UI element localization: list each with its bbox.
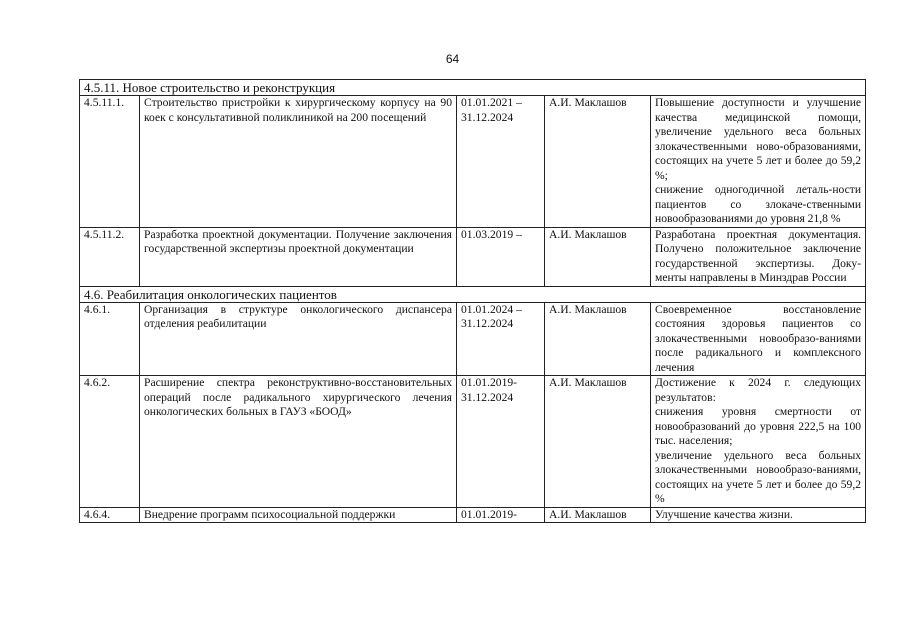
section-title: 4.5.11. Новое строительство и реконструкция xyxy=(80,80,866,96)
table-row xyxy=(80,376,866,508)
result-line: Повышение доступности и улучшение качества медицинской помощи, увеличение удельного веса больных злокачественными ново-образованиями, состоящих на учете 5 лет и более до 59,2 %; xyxy=(655,96,862,182)
item-number: 4.5.11.2. xyxy=(80,227,140,286)
item-responsible: А.И. Маклашов xyxy=(545,96,651,228)
result-line: Улучшение качества жизни. xyxy=(655,507,793,521)
item-responsible: А.И. Маклашов xyxy=(545,376,651,508)
item-result xyxy=(651,96,866,228)
item-period xyxy=(457,227,545,286)
table-row xyxy=(80,302,866,376)
table-row xyxy=(80,96,866,228)
item-description: Строительство пристройки к хирургическому корпусу на 90 коек с консультативной поликлиникой на 200 посещений xyxy=(140,96,457,228)
period-start: 01.01.2019- xyxy=(461,507,518,521)
result-line: Разработана проектная документация. Получено положительное заключение государственной экспертизы. Доку-менты направлены в Минздрав России xyxy=(655,227,862,284)
item-period xyxy=(457,507,545,523)
item-period xyxy=(457,376,545,508)
item-description: Разработка проектной документации. Получение заключения государственной экспертизы проектной документации xyxy=(140,227,457,286)
item-number: 4.6.1. xyxy=(80,302,140,376)
result-line: Достижение к 2024 г. следующих результатов: xyxy=(655,376,862,404)
section-row xyxy=(80,80,866,96)
table-row xyxy=(80,507,866,523)
result-line: снижение одногодичной леталь-ности пациентов со злокаче-ственными новообразованиями до уровня 21,8 % xyxy=(655,183,862,225)
section-title: 4.6. Реабилитация онкологических пациентов xyxy=(80,286,866,302)
item-number: 4.6.4. xyxy=(80,507,140,523)
item-period xyxy=(457,96,545,228)
item-responsible: А.И. Маклашов xyxy=(545,507,651,523)
item-period xyxy=(457,302,545,376)
item-result xyxy=(651,507,866,523)
item-description: Расширение спектра реконструктивно-восстановительных операций после радикального хирургического лечения онкологических больных в ГАУЗ «БООД» xyxy=(140,376,457,508)
result-line: увеличение удельного веса больных злокачественными новообразо-ваниями, состоящих на учете 5 лет и более до 59,2 % xyxy=(655,448,862,505)
period-end: 31.12.2024 xyxy=(461,317,514,330)
page-number: 64 xyxy=(445,52,460,66)
item-result xyxy=(651,227,866,286)
item-number: 4.6.2. xyxy=(80,376,140,508)
period-start: 01.01.2024 – xyxy=(461,302,522,316)
result-line: Своевременное восстановление состояния здоровья пациентов со злокачественными новообразо-ваниями после радикального и комплексного лечения xyxy=(655,302,862,374)
section-row xyxy=(80,286,866,302)
item-responsible: А.И. Маклашов xyxy=(545,227,651,286)
item-result xyxy=(651,376,866,508)
table-row xyxy=(80,227,866,286)
item-description: Организация в структуре онкологического диспансера отделения реабилитации xyxy=(140,302,457,376)
period-start: 01.03.2019 – xyxy=(461,227,522,241)
period-start: 01.01.2019- xyxy=(461,376,518,389)
period-end: 31.12.2024 xyxy=(461,390,514,404)
period-end: 31.12.2024 xyxy=(461,110,514,124)
item-number: 4.5.11.1. xyxy=(80,96,140,228)
result-line: снижения уровня смертности от новообразований до уровня 222,5 на 100 тыс. населения; xyxy=(655,405,862,447)
item-responsible: А.И. Маклашов xyxy=(545,302,651,376)
period-start: 01.01.2021 – xyxy=(461,96,522,109)
item-result xyxy=(651,302,866,376)
item-description: Внедрение программ психосоциальной поддержки xyxy=(140,507,457,523)
plan-table xyxy=(79,79,866,523)
